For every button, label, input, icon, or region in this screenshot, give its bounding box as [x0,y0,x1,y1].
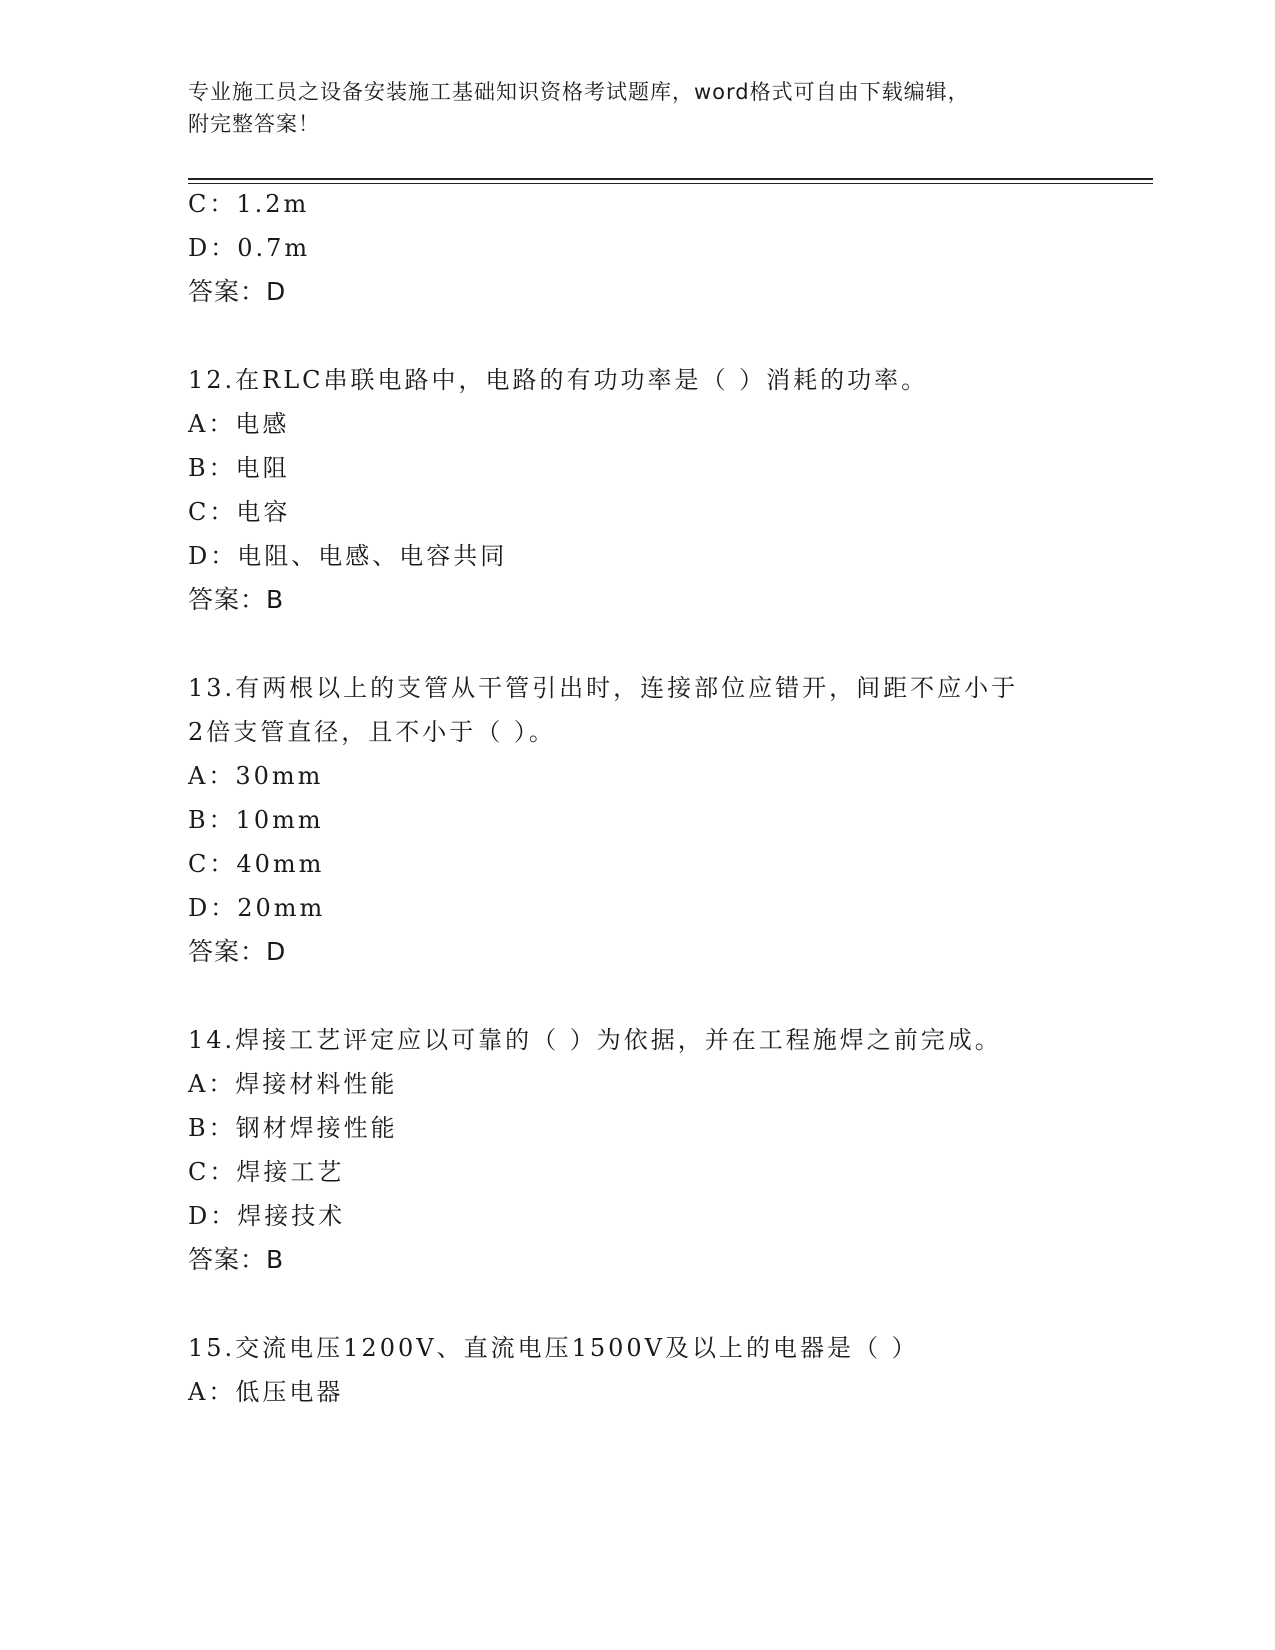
question-text-continued: 2倍支管直径，且不小于（ ）。 [188,718,556,746]
document-header [188,76,1068,140]
option-line: C：40mm [188,850,325,878]
option-line: D：电阻、电感、电容共同 [188,542,508,570]
answer-line: 答案：B [188,585,285,614]
question-text: 13.有两根以上的支管从干管引出时，连接部位应错开，间距不应小于 [188,674,1019,702]
question-text: 12.在RLC串联电路中，电路的有功功率是（ ）消耗的功率。 [188,366,929,394]
header-line-1: 专业施工员之设备安装施工基础知识资格考试题库，word格式可自由下载编辑， [188,80,970,104]
question-text: 14.焊接工艺评定应以可靠的（ ）为依据，并在工程施焊之前完成。 [188,1026,1002,1054]
option-line: A：电感 [188,410,290,438]
option-line: B：10mm [188,806,324,834]
option-line: D：20mm [188,894,326,922]
option-line: B：电阻 [188,454,290,482]
option-line: C：电容 [188,498,291,526]
answer-line: 答案：D [188,937,287,966]
answer-line: 答案：D [188,277,287,306]
option-line: D：焊接技术 [188,1202,346,1230]
option-line: C：1.2m [188,190,310,218]
option-line: A：30mm [188,762,324,790]
option-line: C：焊接工艺 [188,1158,345,1186]
header-divider [188,178,1153,184]
option-line: B：钢材焊接性能 [188,1114,398,1142]
option-line: A：焊接材料性能 [188,1070,398,1098]
question-text: 15.交流电压1200V、直流电压1500V及以上的电器是（ ） [188,1334,919,1362]
header-line-2: 附完整答案！ [188,112,320,136]
option-line: D：0.7m [188,234,311,262]
option-line: A：低压电器 [188,1378,344,1406]
answer-line: 答案：B [188,1245,285,1274]
